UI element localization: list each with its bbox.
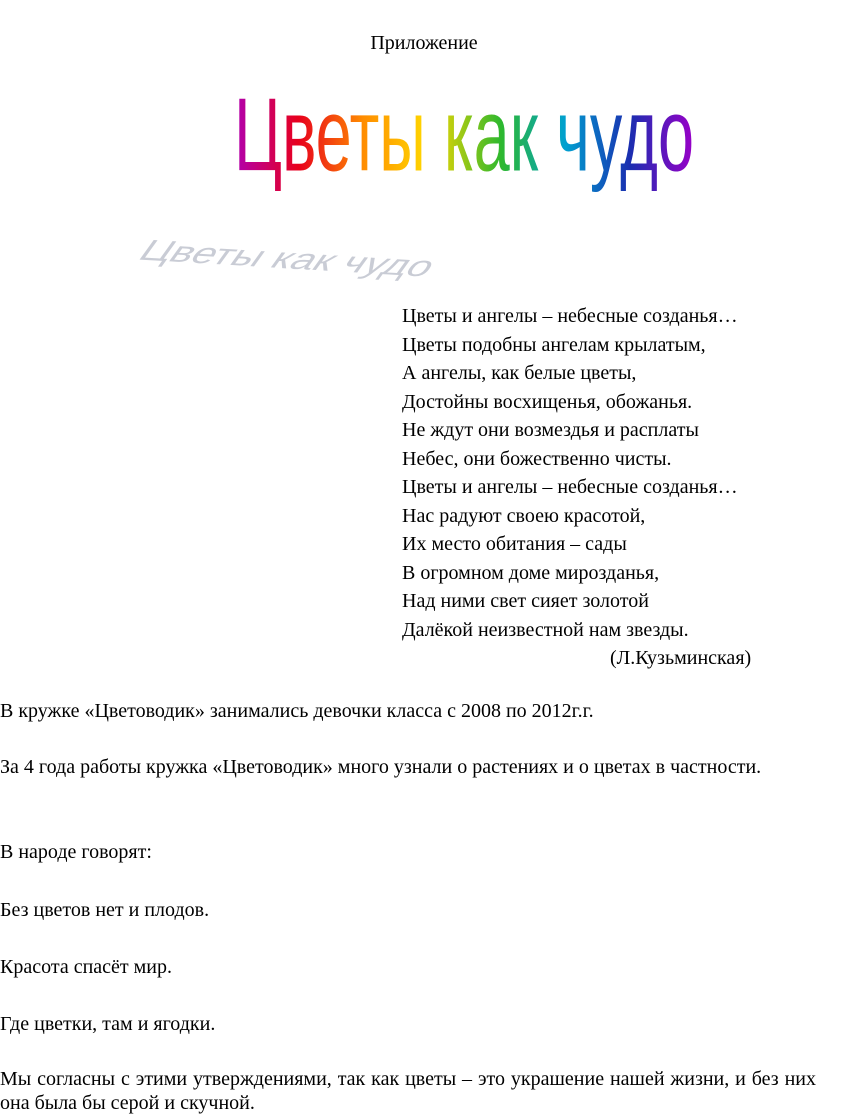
paragraph-saying-intro: В народе говорят: <box>0 841 152 863</box>
paragraph-proverb-2: Красота спасёт мир. <box>0 956 173 978</box>
poem-line: Небес, они божественно чисты. <box>402 447 672 470</box>
poem-line: Над ними свет сияет золотой <box>402 590 649 612</box>
poem-line: Цветы и ангелы – небесные созданья… <box>402 305 738 327</box>
poem-line: Далёкой неизвестной нам звезды. <box>402 618 689 641</box>
poem <box>402 302 816 673</box>
poem-line: Цветы и ангелы – небесные созданья… <box>402 476 738 498</box>
title-wordart <box>234 78 704 194</box>
paragraph-proverb-3: Где цветки, там и ягодки. <box>0 1013 216 1035</box>
poem-line: Цветы подобны ангелам крылатым, <box>402 333 706 356</box>
poem-line: Не ждут они возмездья и расплаты <box>402 419 699 441</box>
paragraph-proverb-1: Без цветов нет и плодов. <box>0 899 210 921</box>
poem-line: А ангелы, как белые цветы, <box>402 362 637 384</box>
poem-author: (Л.Кузьминская) <box>610 647 752 669</box>
poem-line: В огромном доме мирозданья, <box>402 561 660 584</box>
poem-line: Их место обитания – сады <box>402 533 627 555</box>
title-shadow-text: Цветы как чудо <box>131 234 510 288</box>
title-text: Цветы как чудо <box>234 78 694 194</box>
paragraph-years: За 4 года работы кружка «Цветоводик» много узнали о растениях и о цветах в частности. <box>0 756 762 778</box>
poem-line: Нас радуют своею красотой, <box>402 504 646 527</box>
poem-line: Достойны восхищенья, обожанья. <box>402 390 693 413</box>
paragraph-club: В кружке «Цветоводик» занимались девочки класса с 2008 по 2012г.г. <box>0 700 594 722</box>
title-shadow <box>131 218 510 288</box>
paragraph-conclusion: Мы согласны с этими утверждениями, так как цветы – это украшение нашей жизни, и без них она была бы серой и скучной. <box>0 1068 816 1114</box>
appendix-label: Приложение <box>370 32 478 54</box>
